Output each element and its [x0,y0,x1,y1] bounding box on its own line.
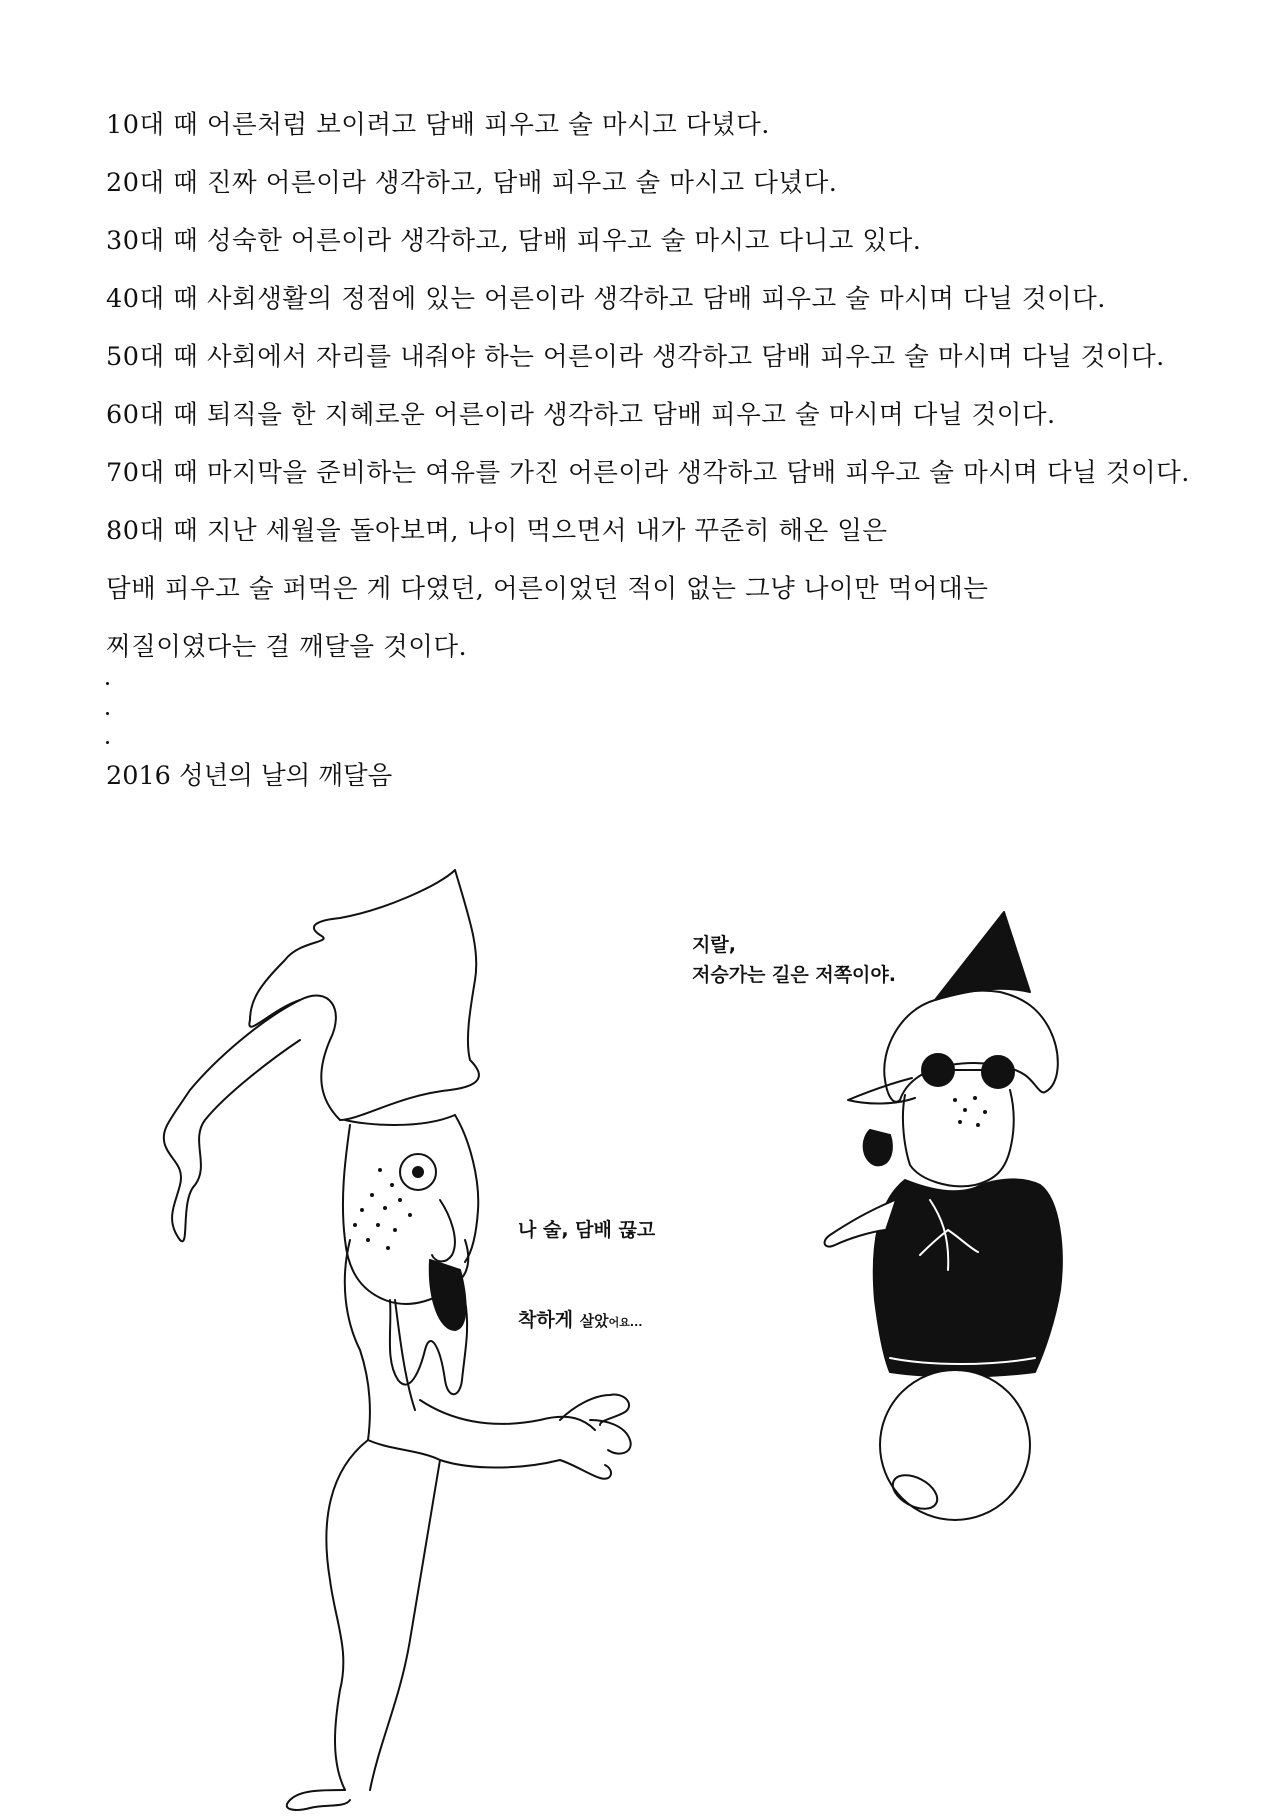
essay-line: 30대 때 성숙한 어른이라 생각하고, 담배 피우고 술 마시고 다니고 있다. [106,226,922,256]
essay-line: 20대 때 진짜 어른이라 생각하고, 담배 피우고 술 마시고 다녔다. [106,168,838,198]
essay-line: 찌질이였다는 걸 깨달을 것이다. [106,632,468,662]
essay-line: 60대 때 퇴직을 한 지혜로운 어른이라 생각하고 담배 피우고 술 마시며 다닐 것이다. [106,400,1056,430]
ghost-speech-small: 어요... [608,1316,643,1329]
ghost-speech-main: 착하게 [518,1309,580,1331]
essay-line: 10대 때 어른처럼 보이려고 담배 피우고 술 마시고 다녔다. [106,110,770,140]
ghost-speech-line-2 [518,1275,655,1338]
ghost-speech-big: 살았 [579,1312,609,1330]
essay-line: 40대 때 사회생활의 정점에 있는 어른이라 생각하고 담배 피우고 술 마시며 다닐 것이다. [106,284,1106,314]
essay-line: 50대 때 사회에서 자리를 내줘야 하는 어른이라 생각하고 담배 피우고 술 마시며 다닐 것이다. [106,342,1165,372]
reaper-illustration [825,912,1062,1520]
signature: 2016 성년의 날의 깨달음 [106,761,393,791]
ghost-speech-line-1: 나 술, 담배 끊고 [518,1219,656,1241]
essay-line: 80대 때 지난 세월을 돌아보며, 나이 먹으면서 내가 꾸준히 해온 일은 [106,516,888,546]
reaper-speech-bubble: 지랄, 저승가는 길은 저쪽이야. [692,934,896,986]
essay-line: 담배 피우고 술 퍼먹은 게 다였던, 어른이었던 적이 없는 그냥 나이만 먹어대는 [106,574,989,604]
essay-line: 70대 때 마지막을 준비하는 여유를 가진 어른이라 생각하고 담배 피우고 술 마시며 다닐 것이다. [106,458,1190,488]
ghost-speech-bubble [518,1185,655,1368]
